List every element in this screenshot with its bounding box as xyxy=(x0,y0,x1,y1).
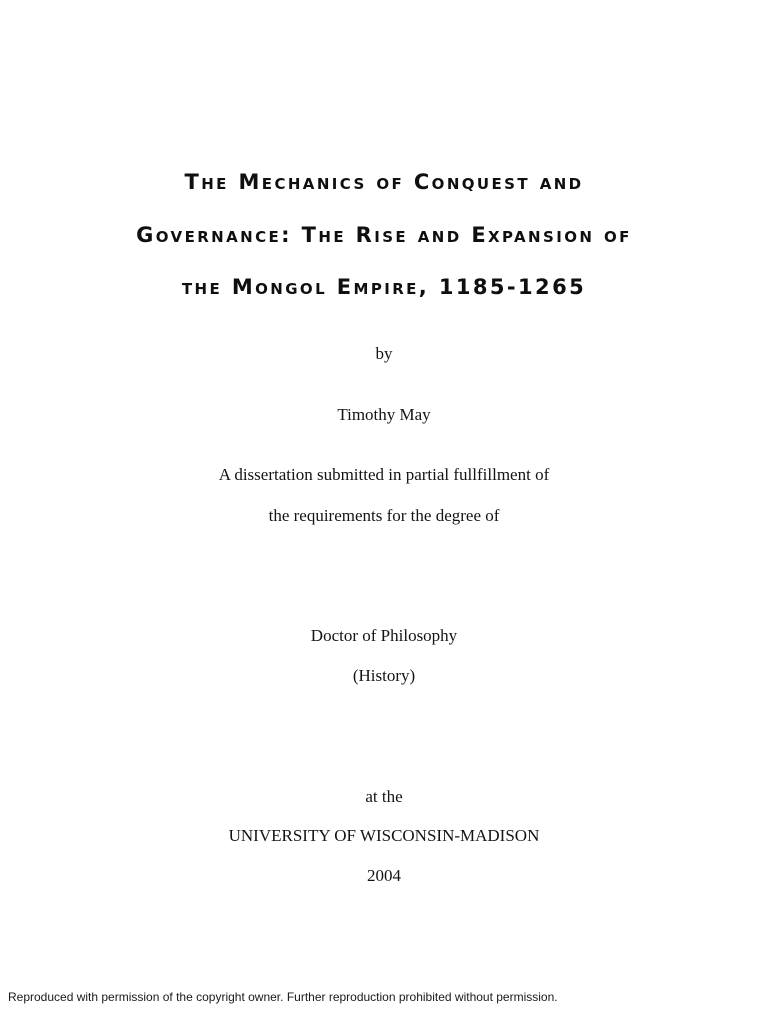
degree-name: Doctor of Philosophy xyxy=(310,626,458,645)
university-name: UNIVERSITY OF WISCONSIN-MADISON xyxy=(228,826,540,845)
at-the-label: at the xyxy=(365,787,403,806)
title-line-2: Governance: The Rise and Expansion of xyxy=(136,223,632,247)
degree-field: (History) xyxy=(352,666,416,685)
author-name: Timothy May xyxy=(337,405,431,424)
title-line-3: the Mongol Empire, 1185-1265 xyxy=(181,275,587,299)
statement-line-1: A dissertation submitted in partial fullfillment of xyxy=(218,465,550,484)
statement-line-2: the requirements for the degree of xyxy=(268,506,500,525)
copyright-notice: Reproduced with permission of the copyright owner. Further reproduction prohibited without permission. xyxy=(8,990,558,1004)
title-line-1: The Mechanics of Conquest and xyxy=(184,170,584,194)
byline: by xyxy=(375,344,393,363)
year: 2004 xyxy=(367,866,401,885)
